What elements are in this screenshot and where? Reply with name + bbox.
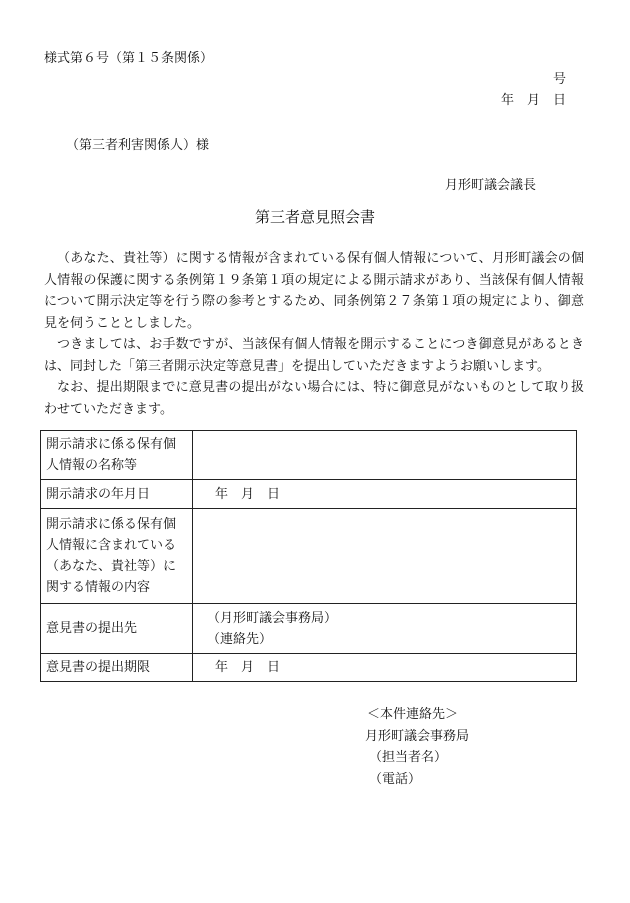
row-value: 年 月 日 — [193, 654, 577, 682]
document-title: 第三者意見照会書 — [254, 208, 375, 226]
info-table — [40, 430, 577, 682]
body-text — [44, 248, 584, 420]
sender: 月形町議会議長 — [444, 178, 536, 193]
row-label: 意見書の提出期限 — [41, 654, 193, 682]
table-row — [41, 509, 577, 604]
row-label: 開示請求に係る保有個人情報に含まれている（あなた、貴社等）に関する情報の内容 — [41, 509, 193, 604]
contact-person: （担当者名） — [369, 750, 448, 765]
form-number: 様式第６号（第１５条関係） — [44, 51, 214, 66]
row-label: 開示請求の年月日 — [41, 480, 193, 509]
contact-heading: ＜本件連絡先＞ — [367, 707, 459, 722]
body-paragraph: つきましては、お手数ですが、当該保有個人情報を開示することにつき御意見があるときは、同封した「第三者開示決定等意見書」を提出していただきますようお願いします。 — [44, 337, 584, 374]
table-row — [41, 654, 577, 682]
submit-contact: （連絡先） — [207, 631, 273, 647]
row-value — [193, 509, 577, 604]
row-label: 開示請求に係る保有個人情報の名称等 — [41, 431, 193, 480]
document-number: 号 — [552, 72, 566, 87]
row-value — [193, 604, 577, 654]
body-paragraph: なお、提出期限までに意見書の提出がない場合には、特に御意見がないものとして取り扱わせていただきます。 — [44, 380, 584, 417]
table-row — [41, 480, 577, 509]
row-value: 年 月 日 — [193, 480, 577, 509]
recipient: （第三者利害関係人）様 — [66, 138, 210, 153]
document-date: 年 月 日 — [500, 93, 566, 108]
contact-office: 月形町議会事務局 — [365, 728, 470, 744]
contact-phone: （電話） — [369, 771, 422, 787]
table-row — [41, 604, 577, 654]
row-value — [193, 431, 577, 480]
contact-block — [365, 704, 469, 790]
table-row — [41, 431, 577, 480]
body-paragraph: （あなた、貴社等）に関する情報が含まれている保有個人情報について、月形町議会の個人情報の保護に関する条例第１９条第１項の規定による開示請求があり、当該保有個人情報について開示決定等を行う際の参考とするため、同条例第２７条第１項の規定により、御意見を伺うこととしました。 — [44, 251, 584, 331]
row-label: 意見書の提出先 — [41, 604, 193, 654]
submit-office: （月形町議会事務局） — [207, 610, 338, 626]
